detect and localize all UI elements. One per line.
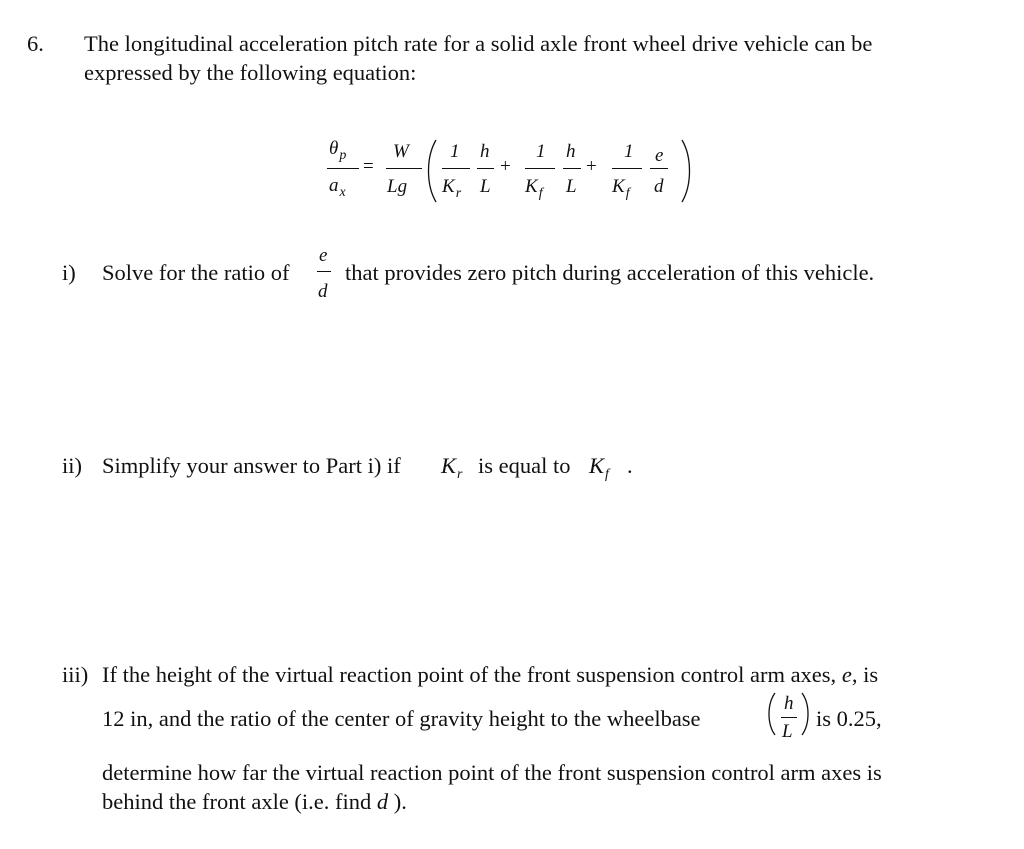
part-iii-line3: determine how far the virtual reaction point of the front suspension control arm axes is	[102, 760, 882, 785]
lhs-fraction-bar	[327, 168, 359, 169]
lhs-numerator: $\theta_p$	[329, 138, 347, 163]
problem-intro-line2: expressed by the following equation:	[84, 60, 417, 85]
plus-sign-2: +	[586, 156, 597, 177]
part-ii-var-kf: $K_f$	[589, 453, 609, 482]
part-i-frac-num: e	[319, 245, 328, 266]
term2-hl-fraction-bar	[563, 168, 581, 169]
part-ii-text-mid: is equal to	[478, 453, 571, 478]
term2-k: $K_f$	[525, 176, 543, 201]
part-i-label: i)	[62, 260, 76, 285]
factor-denominator: Lg	[387, 176, 408, 197]
part-iii-var-e: e	[841, 662, 852, 687]
part-i-text-before: Solve for the ratio of	[102, 260, 290, 285]
right-parenthesis	[680, 139, 694, 203]
part-iii-frac-den: L	[782, 721, 793, 742]
problem-number: 6.	[27, 31, 44, 56]
part-iii-label: iii)	[62, 662, 89, 687]
term3-e: e	[655, 145, 664, 166]
term1-l: L	[480, 176, 491, 197]
part-i-fraction-bar	[317, 271, 331, 272]
factor-fraction-bar	[386, 168, 422, 169]
part-i-text-after: that provides zero pitch during acceleration of this vehicle.	[345, 260, 875, 285]
term3-d: d	[654, 176, 664, 197]
part-iii-var-d: d	[376, 789, 389, 814]
part-iii-fraction-bar	[781, 717, 797, 718]
part-ii-var-kr: $K_r$	[441, 453, 463, 482]
problem-intro-line1: The longitudinal acceleration pitch rate for a solid axle front wheel drive vehicle can be	[84, 31, 873, 56]
equals-sign: =	[363, 156, 374, 177]
term3-one: 1	[624, 141, 634, 162]
factor-numerator: W	[393, 141, 409, 162]
part-iii-line4: behind the front axle (i.e. find d ).	[102, 789, 407, 814]
term2-l: L	[566, 176, 577, 197]
term3-k: $K_f$	[612, 176, 630, 201]
part-i-frac-den: d	[318, 281, 328, 302]
part-iii-line2-after: is 0.25,	[816, 706, 882, 731]
left-parenthesis	[424, 139, 438, 203]
part-ii-text-before: Simplify your answer to Part i) if	[102, 453, 401, 478]
term3-k-fraction-bar	[612, 168, 642, 169]
part-iii-left-parenthesis	[765, 692, 777, 736]
part-iii-line2-before: 12 in, and the ratio of the center of gravity height to the wheelbase	[102, 706, 701, 731]
lhs-denominator: $a_x$	[329, 175, 346, 200]
term1-k: $K_r$	[442, 176, 462, 201]
plus-sign-1: +	[500, 156, 511, 177]
term2-one: 1	[536, 141, 546, 162]
part-iii-frac-num: h	[784, 693, 794, 714]
part-ii-label: ii)	[62, 453, 82, 478]
term1-one: 1	[450, 141, 460, 162]
term1-k-fraction-bar	[442, 168, 470, 169]
term2-h: h	[566, 141, 576, 162]
term1-hl-fraction-bar	[477, 168, 494, 169]
part-ii-end: .	[627, 453, 633, 478]
term3-ed-fraction-bar	[650, 168, 668, 169]
term1-h: h	[480, 141, 490, 162]
term2-k-fraction-bar	[525, 168, 555, 169]
part-iii-right-parenthesis	[800, 692, 812, 736]
part-iii-line1: If the height of the virtual reaction point of the front suspension control arm axes, e, is	[102, 662, 879, 687]
